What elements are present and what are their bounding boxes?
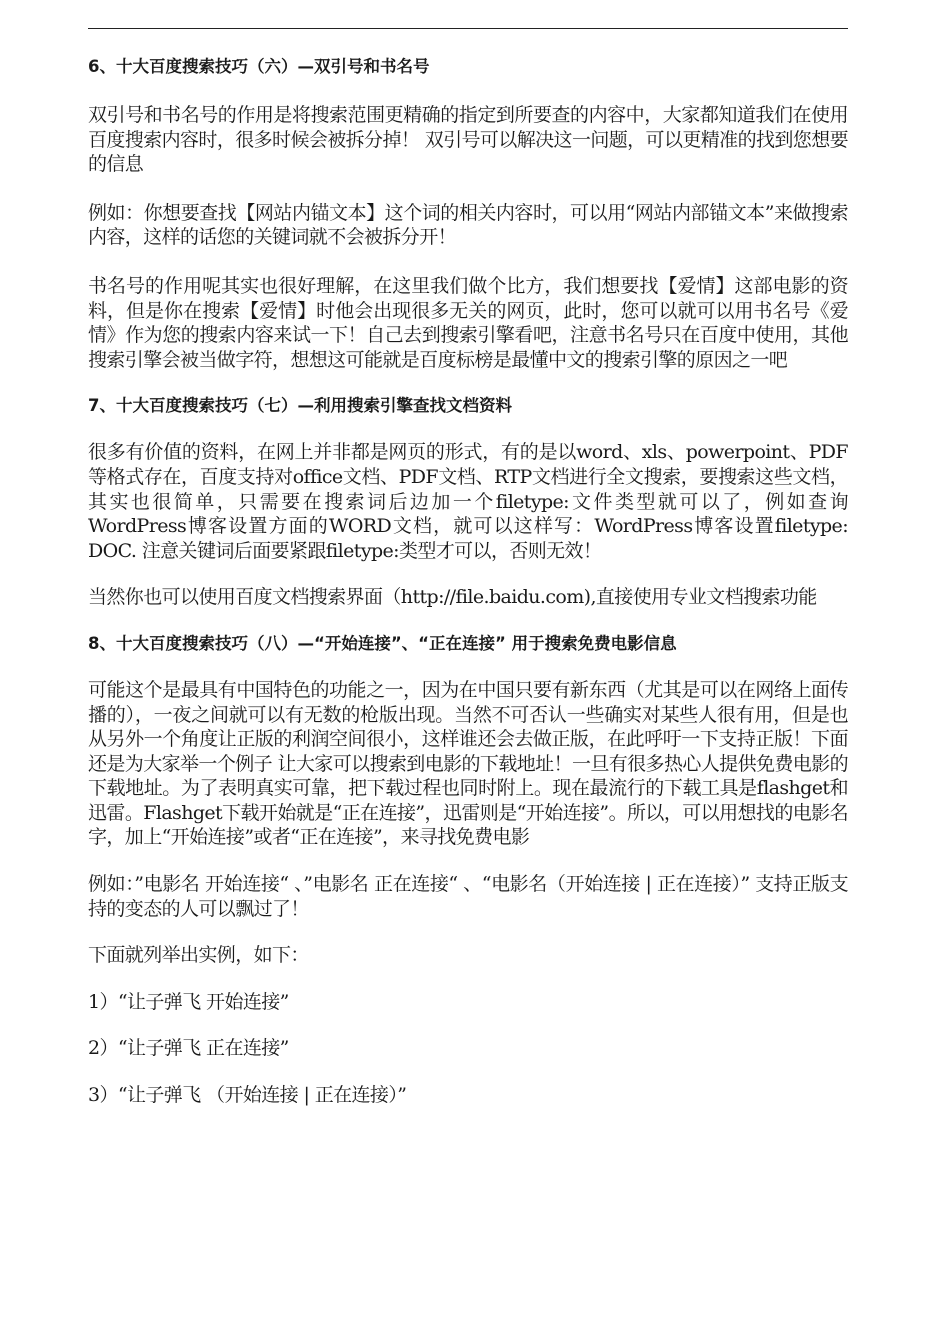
top-divider — [88, 28, 848, 29]
section-8-heading: 8、十大百度搜索技巧（八）—“开始连接”、“正在连接” 用于搜索免费电影信息 — [88, 633, 677, 653]
section-6-paragraph-3: 书名号的作用呢其实也很好理解，在这里我们做个比方，我们想要找【爱情】这部电影的资料，但是你在搜索【爱情】时他会出现很多无关的网页，此时，您可以就可以用书名号《爱情》作为您的搜索内容来试一下！自己去到搜索引擎看吧，注意书名号只在百度中使用，其他搜索引擎会被当做字符，想想这可能就是百度标榜是最懂中文的搜索引擎的原因之一吧 — [88, 274, 848, 371]
document-page — [88, 0, 848, 1108]
example-item-1: 1）“让子弹飞 开始连接” — [88, 990, 289, 1013]
section-6-paragraph-2: 例如：你想要查找【网站内锚文本】这个词的相关内容时，可以用“网站内部锚文本”来做搜索内容，这样的话您的关键词就不会被拆分开！ — [88, 201, 848, 249]
example-item-3: 3）“让子弹飞 （开始连接 | 正在连接）” — [88, 1084, 407, 1107]
section-6-heading: 6、十大百度搜索技巧（六）—双引号和书名号 — [88, 57, 430, 76]
section-7-heading: 7、十大百度搜索技巧（七）—利用搜索引擎查找文档资料 — [88, 396, 512, 416]
section-7-paragraph-1: 很多有价值的资料，在网上并非都是网页的形式，有的是以word、xls、powerpoint、PDF等格式存在，百度支持对office文档、PDF文档、RTP文档进行全文搜索，要搜索这些文档，其实也很简单，只需要在搜索词后边加一个filetype:文件类型就可以了，例如查询WordPress博客设置方面的WORD文档，就可以这样写：WordPress博客设置filetype: DOC. 注意关键词后面要紧跟filetype:类型才可以，否则无效！ — [88, 441, 848, 562]
section-6-paragraph-1: 双引号和书名号的作用是将搜索范围更精确的指定到所要查的内容中，大家都知道我们在使用百度搜索内容时，很多时候会被拆分掉！ 双引号可以解决这一问题，可以更精准的找到您想要的信息 — [88, 104, 848, 176]
section-8-paragraph-2: 例如：”电影名 开始连接“ 、”电影名 正在连接“ 、“电影名（开始连接 | 正在连接）” 支持正版支持的变态的人可以飘过了！ — [88, 873, 848, 920]
section-7-paragraph-2: 当然你也可以使用百度文档搜索界面（http://file.baidu.com),直接使用专业文档搜索功能 — [88, 586, 817, 609]
section-8-paragraph-3: 下面就列举出实例，如下： — [88, 944, 309, 967]
example-item-2: 2）“让子弹飞 正在连接” — [88, 1037, 289, 1060]
section-8-paragraph-1: 可能这个是最具有中国特色的功能之一，因为在中国只要有新东西（尤其是可以在网络上面传播的），一夜之间就可以有无数的枪版出现。当然不可否认一些确实对某些人很有用，但是也从另外一个角度让正版的利润空间很小，这样谁还会去做正版，在此呼吁一下支持正版！下面还是为大家举一个例子 让大家可以搜索到电影的下载地址！一旦有很多热心人提供免费电影的下载地址。为了表明真实可靠，把下载过程也同时附上。现在最流行的下载工具是flashget和迅雷。Flashget下载开始就是“正在连接”，迅雷则是“开始连接”。所以，可以用想找的电影名字，加上“开始连接”或者“正在连接”，来寻找免费电影 — [88, 678, 848, 849]
